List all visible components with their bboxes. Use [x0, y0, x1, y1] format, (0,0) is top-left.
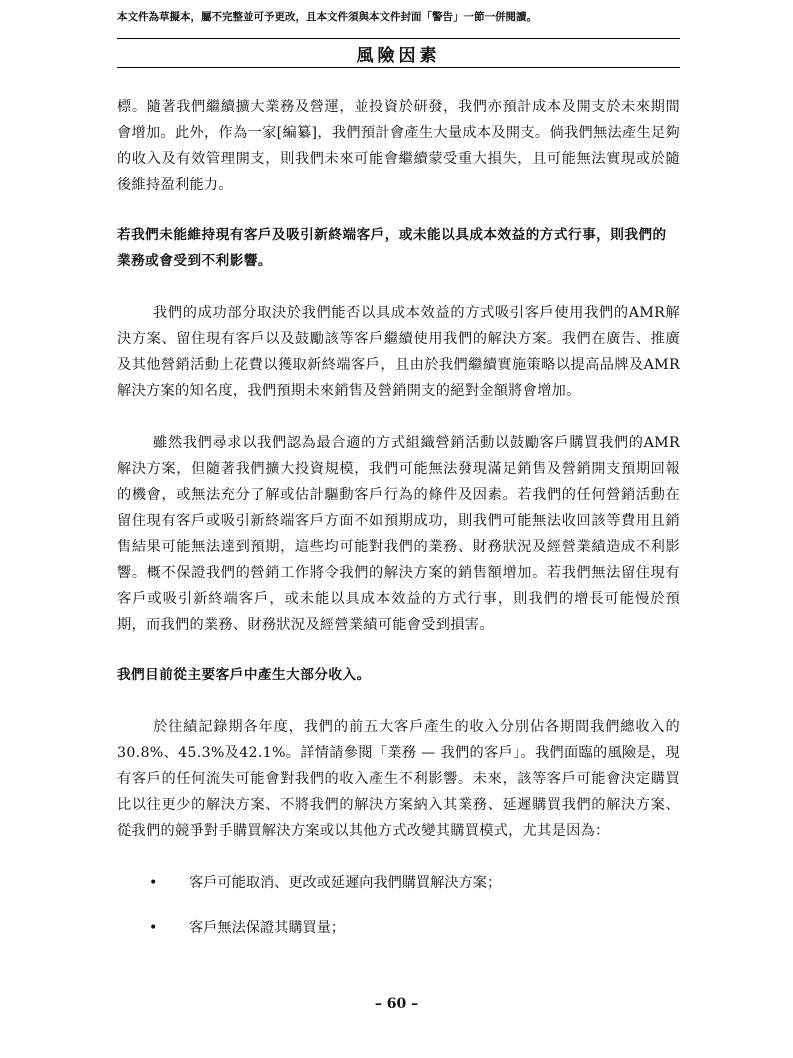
bullet-icon: • [149, 920, 158, 936]
header-rule-top [117, 38, 680, 39]
list-item [117, 915, 680, 941]
draft-disclaimer: 本文件為草擬本，屬不完整並可予更改，且本文件須與本文件封面「警告」一節一併閱讀。 [117, 11, 537, 23]
bullet-text: 客戶可能取消、更改或延遲向我們購買解決方案； [189, 875, 502, 891]
risk-heading-customers: 若我們未能維持現有客戶及吸引新終端客戶，或未能以具成本效益的方式行事，則我們的業務或會受到不利影響。 [117, 227, 667, 269]
paragraph-marketing-success: 我們的成功部分取決於我們能否以具成本效益的方式吸引客戶使用我們的AMR解決方案、留住現有客戶以及鼓勵該等客戶繼續使用我們的解決方案。我們在廣告、推廣及其他營銷活動上花費以獲取新終端客戶，且由於我們繼續實施策略以提高品牌及AMR解決方案的知名度，我們預期未來銷售及營銷開支的絕對金額將會增加。 [117, 305, 680, 399]
bullet-text: 客戶無法保證其購買量； [189, 920, 346, 936]
paragraph-marketing-activities: 雖然我們尋求以我們認為最合適的方式組織營銷活動以鼓勵客戶購買我們的AMR解決方案，但隨著我們擴大投資規模，我們可能無法發現滿足銷售及營銷開支預期回報的機會，或無法充分了解或估計驅動客戶行為的條件及因素。若我們的任何營銷活動在留住現有客戶或吸引新終端客戶方面不如預期成功，則我們可能無法收回該等費用且銷售結果可能無法達到預期，這些均可能對我們的業務、財務狀況及經營業績造成不利影響。概不保證我們的營銷工作將令我們的解決方案的銷售額增加。若我們無法留住現有客戶或吸引新終端客戶，或未能以具成本效益的方式行事，則我們的增長可能慢於預期，而我們的業務、財務狀況及經營業績可能會受到損害。 [117, 435, 680, 633]
paragraph-top-customers: 於往績記錄期各年度，我們的前五大客戶產生的收入分別佔各期間我們總收入的30.8%、45.3%及42.1%。詳情請參閱「業務 — 我們的客戶」。我們面臨的風險是，現有客戶的任何流失可能會對我們的收入產生不利影響。未來，該等客戶可能會決定購買比以往更少的解決方案、不將我們的解決方案納入其業務、延遲購買我們的解決方案、從我們的競爭對手購買解決方案或以其他方式改變其購買模式，尤其是因為： [117, 719, 680, 839]
paragraph-continued: 標。隨著我們繼續擴大業務及營運，並投資於研發，我們亦預計成本及開支於未來期間會增加。此外，作為一家[編纂]，我們預計會產生大量成本及開支。倘我們無法產生足夠的收入及有效管理開支，則我們未來可能會繼續蒙受重大損失，且可能無法實現或於隨後維持盈利能力。 [117, 99, 680, 193]
risk-bullet-list [117, 870, 680, 941]
page-number: – 60 – [374, 996, 419, 1012]
risk-heading-major-customers: 我們目前從主要客戶中產生大部分收入。 [117, 667, 371, 683]
bullet-icon: • [149, 875, 158, 891]
page-content [117, 94, 680, 941]
header-rule-bottom [117, 67, 680, 68]
list-item [117, 870, 680, 896]
section-title: 風險因素 [356, 46, 441, 66]
